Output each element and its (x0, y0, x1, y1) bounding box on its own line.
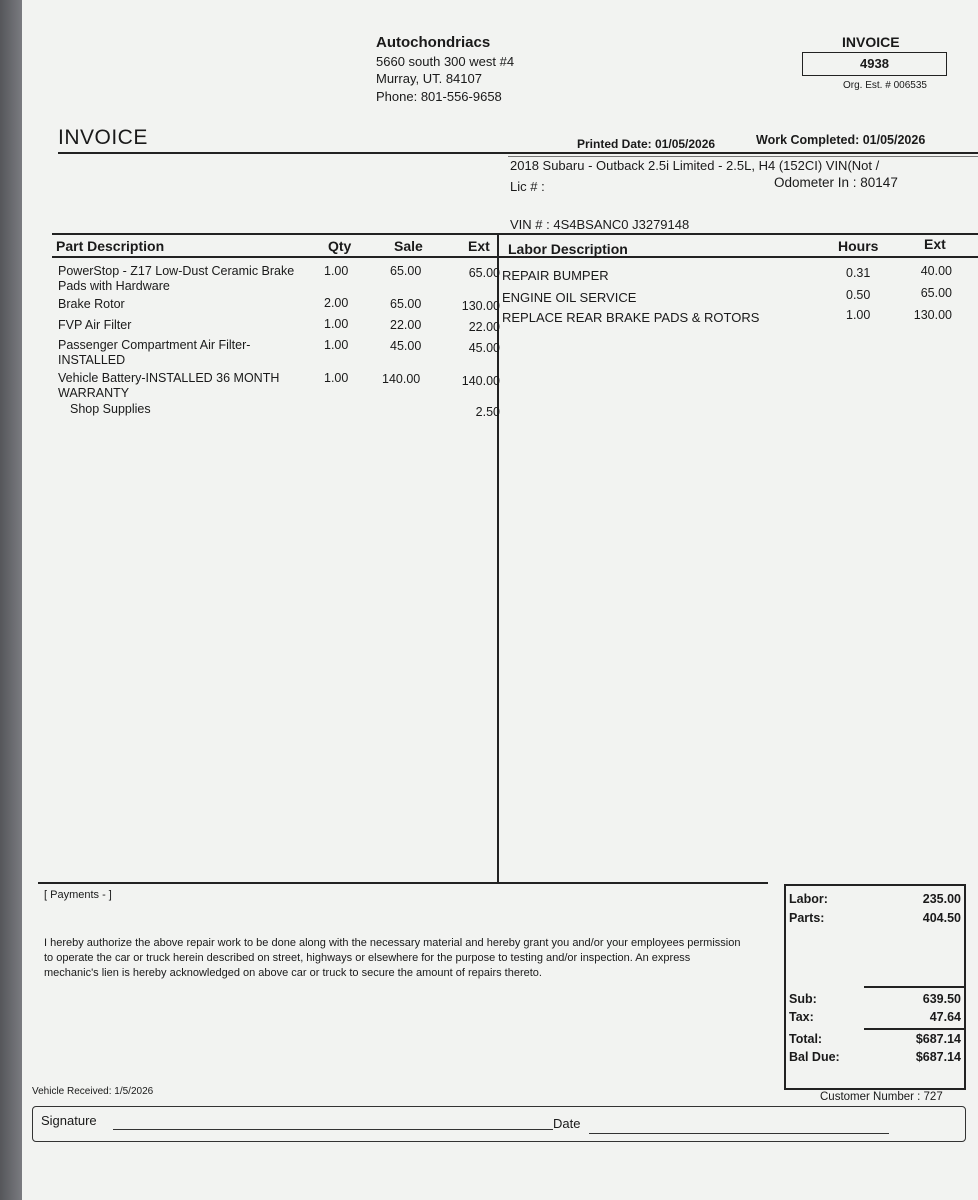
part-description: FVP Air Filter (58, 318, 132, 332)
parts-header-qty: Qty (328, 238, 352, 254)
part-qty: 2.00 (324, 296, 349, 310)
labor-hours: 1.00 (846, 308, 871, 322)
labor-hours: 0.31 (846, 266, 871, 280)
vehicle-divider (508, 156, 978, 157)
vehicle-description: 2018 Subaru - Outback 2.5i Limited - 2.5L, H4 (152CI) VIN(Not / (510, 158, 880, 173)
grand-total-value: $687.14 (915, 1032, 961, 1046)
parts-header-sale: Sale (394, 238, 423, 254)
part-qty: 1.00 (324, 338, 349, 352)
part-ext: 65.00 (468, 266, 500, 280)
vin-number: VIN # : 4S4BSANC0 J3279148 (510, 217, 690, 232)
labor-ext: 40.00 (920, 264, 952, 278)
labor-hours: 0.50 (846, 288, 871, 302)
labor-description: REPLACE REAR BRAKE PADS & ROTORS (502, 310, 760, 325)
invoice-number: 4938 (802, 52, 947, 76)
part-sale: 45.00 (390, 339, 422, 353)
payments-label: [ Payments - ] (44, 889, 112, 901)
table-bottom-rule (38, 882, 768, 884)
subtotal-label: Sub: (789, 992, 817, 1006)
page-title: INVOICE (58, 126, 148, 149)
signature-box (32, 1106, 966, 1142)
part-qty: 1.00 (324, 371, 349, 385)
labor-ext: 130.00 (913, 308, 952, 322)
parts-header-ext: Ext (468, 238, 490, 254)
part-sale: 140.00 (382, 372, 421, 386)
customer-number: Customer Number : 727 (820, 1091, 943, 1103)
subtotal-rule (864, 986, 964, 988)
labor-description: ENGINE OIL SERVICE (502, 290, 637, 305)
part-sale: 65.00 (390, 297, 422, 311)
part-ext: 45.00 (468, 341, 500, 355)
tax-value: 47.64 (929, 1010, 961, 1024)
labor-total-value: 235.00 (922, 892, 961, 906)
shop-address-line1: 5660 south 300 west #4 (376, 54, 515, 69)
invoice-box-label: INVOICE (842, 34, 900, 50)
vehicle-received-date: Vehicle Received: 1/5/2026 (32, 1086, 154, 1097)
part-description: PowerStop - Z17 Low-Dust Ceramic Brake Pads with Hardware (58, 264, 295, 293)
date-label: Date (553, 1116, 581, 1131)
labor-header-ext: Ext (924, 236, 946, 252)
parts-total-label: Parts: (789, 911, 825, 925)
part-ext: 2.50 (475, 405, 500, 419)
grand-total-label: Total: (789, 1032, 823, 1046)
work-completed-date: Work Completed: 01/05/2026 (756, 133, 926, 147)
shop-phone: Phone: 801-556-9658 (376, 89, 502, 104)
shop-name: Autochondriacs (376, 34, 491, 51)
parts-header-description: Part Description (56, 238, 165, 254)
parts-total-value: 404.50 (922, 911, 961, 925)
labor-header-description: Labor Description (508, 241, 628, 257)
shop-address-line2: Murray, UT. 84107 (376, 71, 482, 86)
authorization-text: I hereby authorize the above repair work to be done along with the necessary material and hereby grant you and/or your employees permission to operate the car or truck herein described on street, highways or elsewhere for the purpose to testing and/or inspection. An express mechanic's lien is hereby acknowledged on above car or truck to secure the amount of repairs thereto. (44, 937, 741, 979)
part-ext: 130.00 (461, 299, 500, 313)
date-line (589, 1133, 889, 1134)
part-ext: 140.00 (461, 374, 500, 388)
labor-header-hours: Hours (838, 238, 879, 254)
labor-total-label: Labor: (789, 892, 828, 906)
part-qty: 1.00 (324, 317, 349, 331)
part-sale: 65.00 (390, 264, 422, 278)
labor-description: REPAIR BUMPER (502, 268, 609, 283)
balance-due-value: $687.14 (915, 1050, 961, 1064)
org-estimate-number: Org. Est. # 006535 (843, 80, 927, 91)
license-field: Lic # : (510, 179, 545, 194)
invoice-document (22, 0, 978, 1200)
total-rule (864, 1028, 964, 1030)
part-description: Vehicle Battery-INSTALLED 36 MONTH WARRANTY (58, 371, 280, 400)
table-top-rule (52, 233, 978, 235)
part-qty: 1.00 (324, 264, 349, 278)
part-description: Shop Supplies (70, 402, 151, 416)
subtotal-value: 639.50 (922, 992, 961, 1006)
labor-ext: 65.00 (920, 286, 952, 300)
signature-line (113, 1129, 553, 1130)
tax-label: Tax: (789, 1010, 814, 1024)
printed-date: Printed Date: 01/05/2026 (577, 137, 716, 151)
part-ext: 22.00 (468, 320, 500, 334)
header-divider (58, 152, 978, 154)
part-sale: 22.00 (390, 318, 422, 332)
totals-box (784, 884, 966, 1090)
odometer-in: Odometer In : 80147 (774, 175, 898, 190)
signature-label: Signature (41, 1113, 97, 1128)
balance-due-label: Bal Due: (789, 1050, 840, 1064)
part-description: Brake Rotor (58, 297, 125, 311)
background-edge (0, 0, 22, 1200)
part-description: Passenger Compartment Air Filter-INSTALLED (58, 338, 251, 367)
